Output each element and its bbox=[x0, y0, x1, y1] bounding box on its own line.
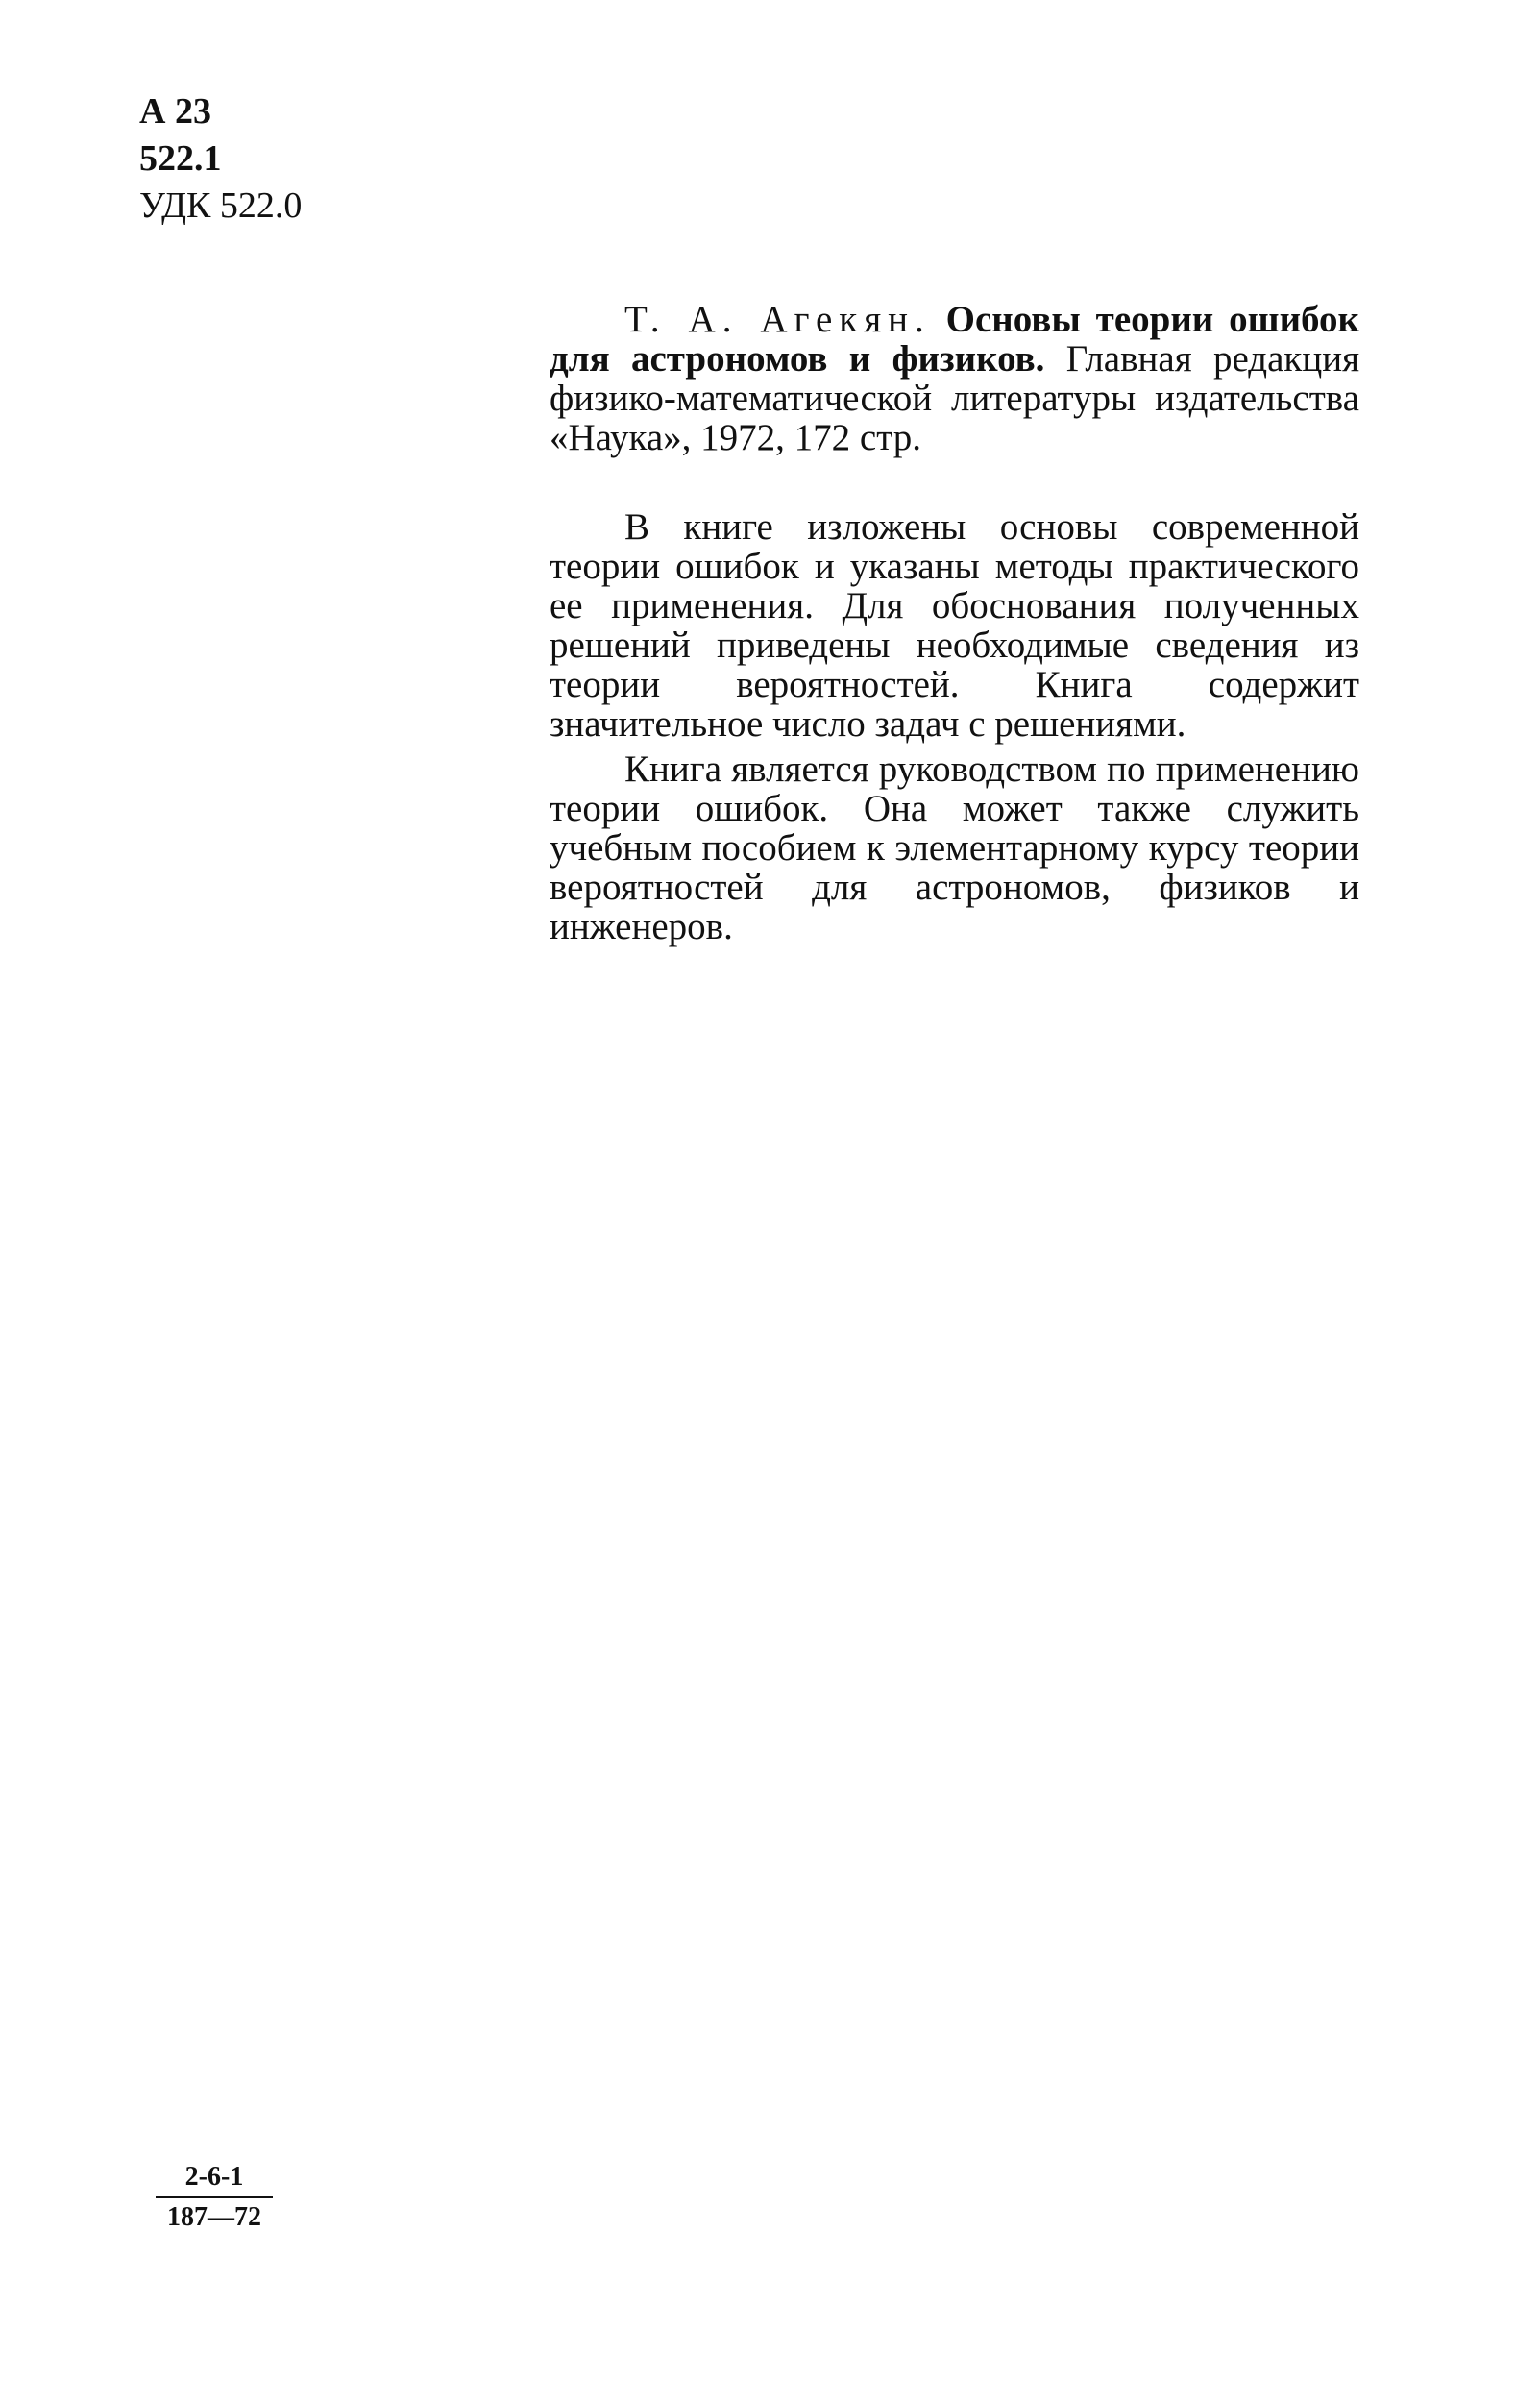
bbk-index: А 23 bbox=[139, 91, 211, 132]
annotation-block bbox=[550, 300, 1359, 946]
author-name: Т. А. Агекян. bbox=[624, 299, 931, 340]
imprint: Главная редакция физико-математической литературы издательства «Наука», 1972, 172 стр. bbox=[550, 338, 1360, 458]
publication-code-numerator: 2-6-1 bbox=[156, 2160, 273, 2198]
abstract-paragraph-1: В книге изложены основы современной теории ошибок и указаны методы практического ее применения. Для обоснования полученных решений приведены необходимые сведения из теории вероятностей. Книга содержит значительное число задач с решениями. bbox=[550, 506, 1359, 745]
bibliographic-description bbox=[550, 300, 1359, 457]
class-number: 522.1 bbox=[139, 138, 222, 179]
abstract-paragraph-2: Книга является руководством по применению теории ошибок. Она может также служить учебным пособием к элементарному курсу теории вероятностей для астрономов, физиков и инженеров. bbox=[550, 748, 1359, 947]
udc-code: УДК 522.0 bbox=[139, 185, 303, 226]
publication-code bbox=[156, 2160, 273, 2235]
book-title: Основы теории ошибок для астрономов и физиков. bbox=[550, 299, 1359, 380]
publication-code-denominator: 187—72 bbox=[167, 2202, 261, 2232]
classification-codes bbox=[139, 88, 302, 230]
